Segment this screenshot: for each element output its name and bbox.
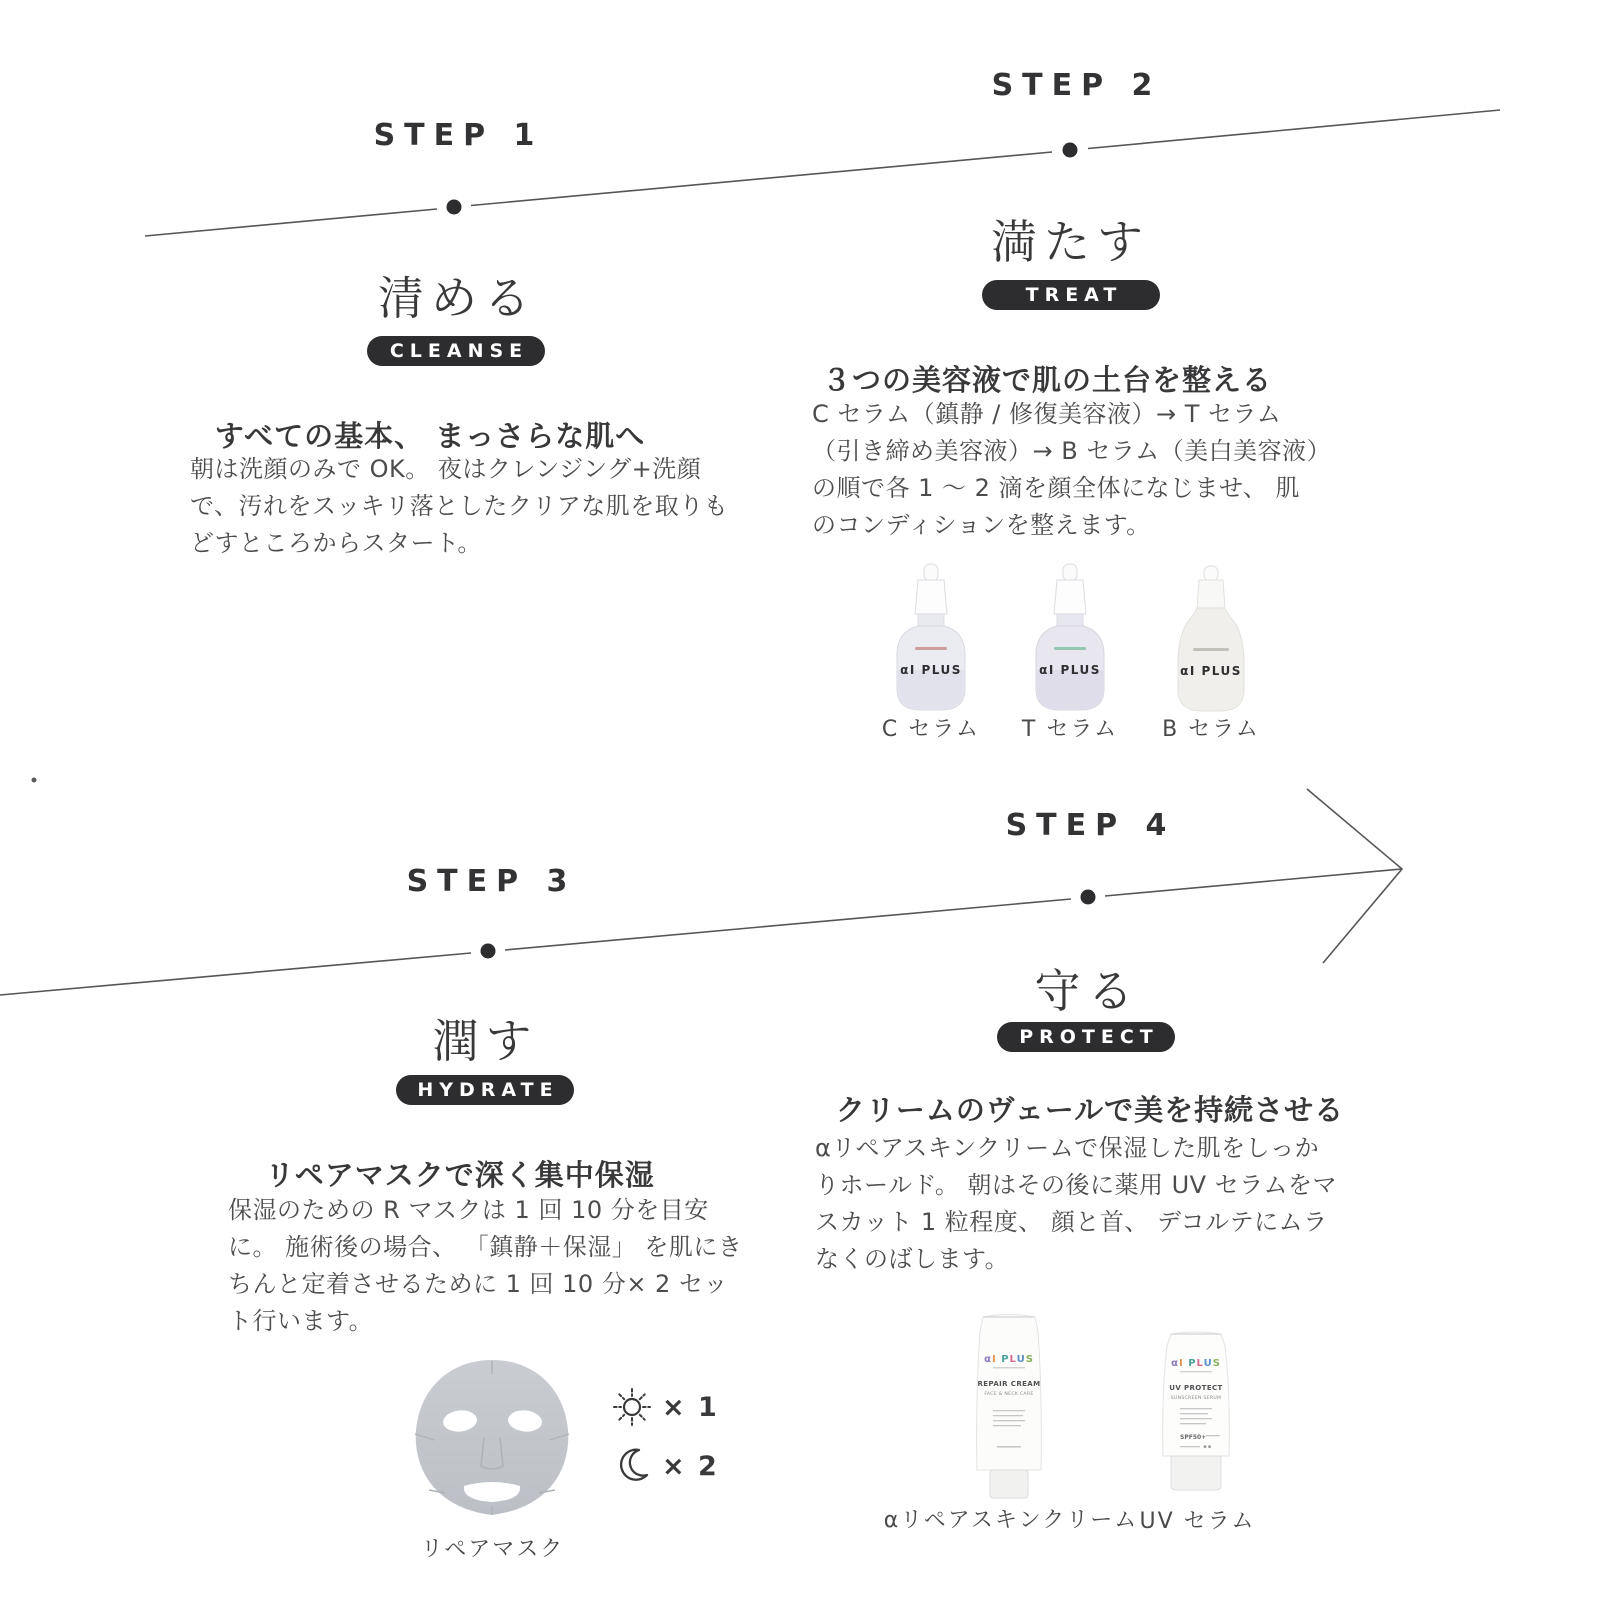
tube-cap [1171, 1456, 1221, 1490]
step1-kanji: 清める [378, 271, 537, 325]
step1-tag-badge: CLEANSE [367, 336, 545, 366]
step2-dot-icon [1063, 143, 1078, 158]
step1-body: 朝は洗顔のみで OK。 夜はクレンジング+洗顔で、汚れをスッキリ落としたクリアな肌を取りもどすところからスタート。 [190, 455, 729, 557]
step3-heading: リペアマスクで深く集中保湿 [265, 1158, 655, 1192]
step4-body: αリペアスキンクリームで保湿した肌をしっかりホールド。 朝はその後に薬用 UV セラムをマスカット 1 粒程度、 顔と首、 デコルテにムラなくのばします。 [815, 1134, 1337, 1273]
spf-label: SPF50+ [1180, 1434, 1207, 1441]
serum-bottle-t-image [1030, 562, 1110, 712]
label-accent-line [1193, 648, 1229, 651]
step4-dot-icon [1081, 890, 1096, 905]
uv-serum-label: UV セラム [1139, 1509, 1256, 1534]
sun-icon [610, 1385, 654, 1429]
brand-logo: αI PLUS [1180, 664, 1242, 678]
serum-bottle-c-image [891, 562, 971, 712]
step1-dot-icon [447, 200, 462, 215]
step3-kanji: 潤す [432, 1014, 539, 1068]
serum-bottle-b-image [1171, 564, 1251, 712]
label-accent-line [1054, 647, 1086, 650]
step2-kanji: 満たす [991, 215, 1150, 269]
step2-tag-badge: TREAT [982, 280, 1160, 310]
repair-mask-image [402, 1350, 582, 1526]
product-title: REPAIR CREAM [977, 1380, 1041, 1388]
step1-heading: すべての基本、 まっさらな肌へ [214, 419, 646, 453]
repair-cream-tube-image [971, 1310, 1047, 1500]
step3-title: STEP 3 [406, 864, 577, 899]
stray-dot [32, 778, 37, 783]
step4-heading: クリームのヴェールで美を持続させる [835, 1093, 1345, 1127]
tube-cap [990, 1470, 1028, 1498]
brand-logo: αI PLUS [900, 663, 962, 677]
step4-title: STEP 4 [1005, 808, 1176, 843]
brand-logo: αI PLUS [984, 1354, 1034, 1365]
brand-logo: αI PLUS [1039, 663, 1101, 677]
step3-tag-badge: HYDRATE [396, 1075, 574, 1105]
step4-kanji: 守る [1034, 964, 1141, 1018]
serum-c-label: C セラム [881, 717, 981, 742]
product-subtitle: FACE & NECK CARE [984, 1392, 1034, 1397]
product-subtitle: SUNSCREEN SERUM [1170, 1396, 1222, 1401]
sun-count: × 1 [662, 1392, 719, 1423]
brand-logo: αI PLUS [1171, 1358, 1221, 1369]
step2-title: STEP 2 [991, 68, 1162, 103]
step2-heading: ３つの美容液で肌の土台を整える [821, 363, 1272, 397]
step3-body: 保湿のための R マスクは 1 回 10 分を目安に。 施術後の場合、 「鎮静＋保湿」 を肌にきちんと定着させるために 1 回 10 分× 2 セット行います。 [228, 1196, 743, 1335]
product-title: UV PROTECT [1169, 1384, 1223, 1392]
moon-count: × 2 [662, 1451, 719, 1482]
serum-t-label: T セラム [1021, 717, 1119, 742]
moon-icon [614, 1446, 654, 1486]
repair-cream-label: αリペアスキンクリーム [883, 1508, 1139, 1533]
step2-body: C セラム（鎮静 / 修復美容液）→ T セラム（引き締め美容液）→ B セラム（美白美容液）の順で各 1 〜 2 滴を顔全体になじませ、 肌のコンディションを整えます。 [812, 400, 1320, 539]
step1-title: STEP 1 [373, 118, 544, 153]
step4-tag-badge: PROTECT [997, 1022, 1175, 1052]
uv-serum-tube-image [1157, 1328, 1235, 1492]
label-accent-line [915, 647, 947, 650]
repair-mask-label: リペアマスク [420, 1537, 565, 1562]
step3-dot-icon [481, 944, 496, 959]
serum-b-label: B セラム [1162, 717, 1260, 742]
